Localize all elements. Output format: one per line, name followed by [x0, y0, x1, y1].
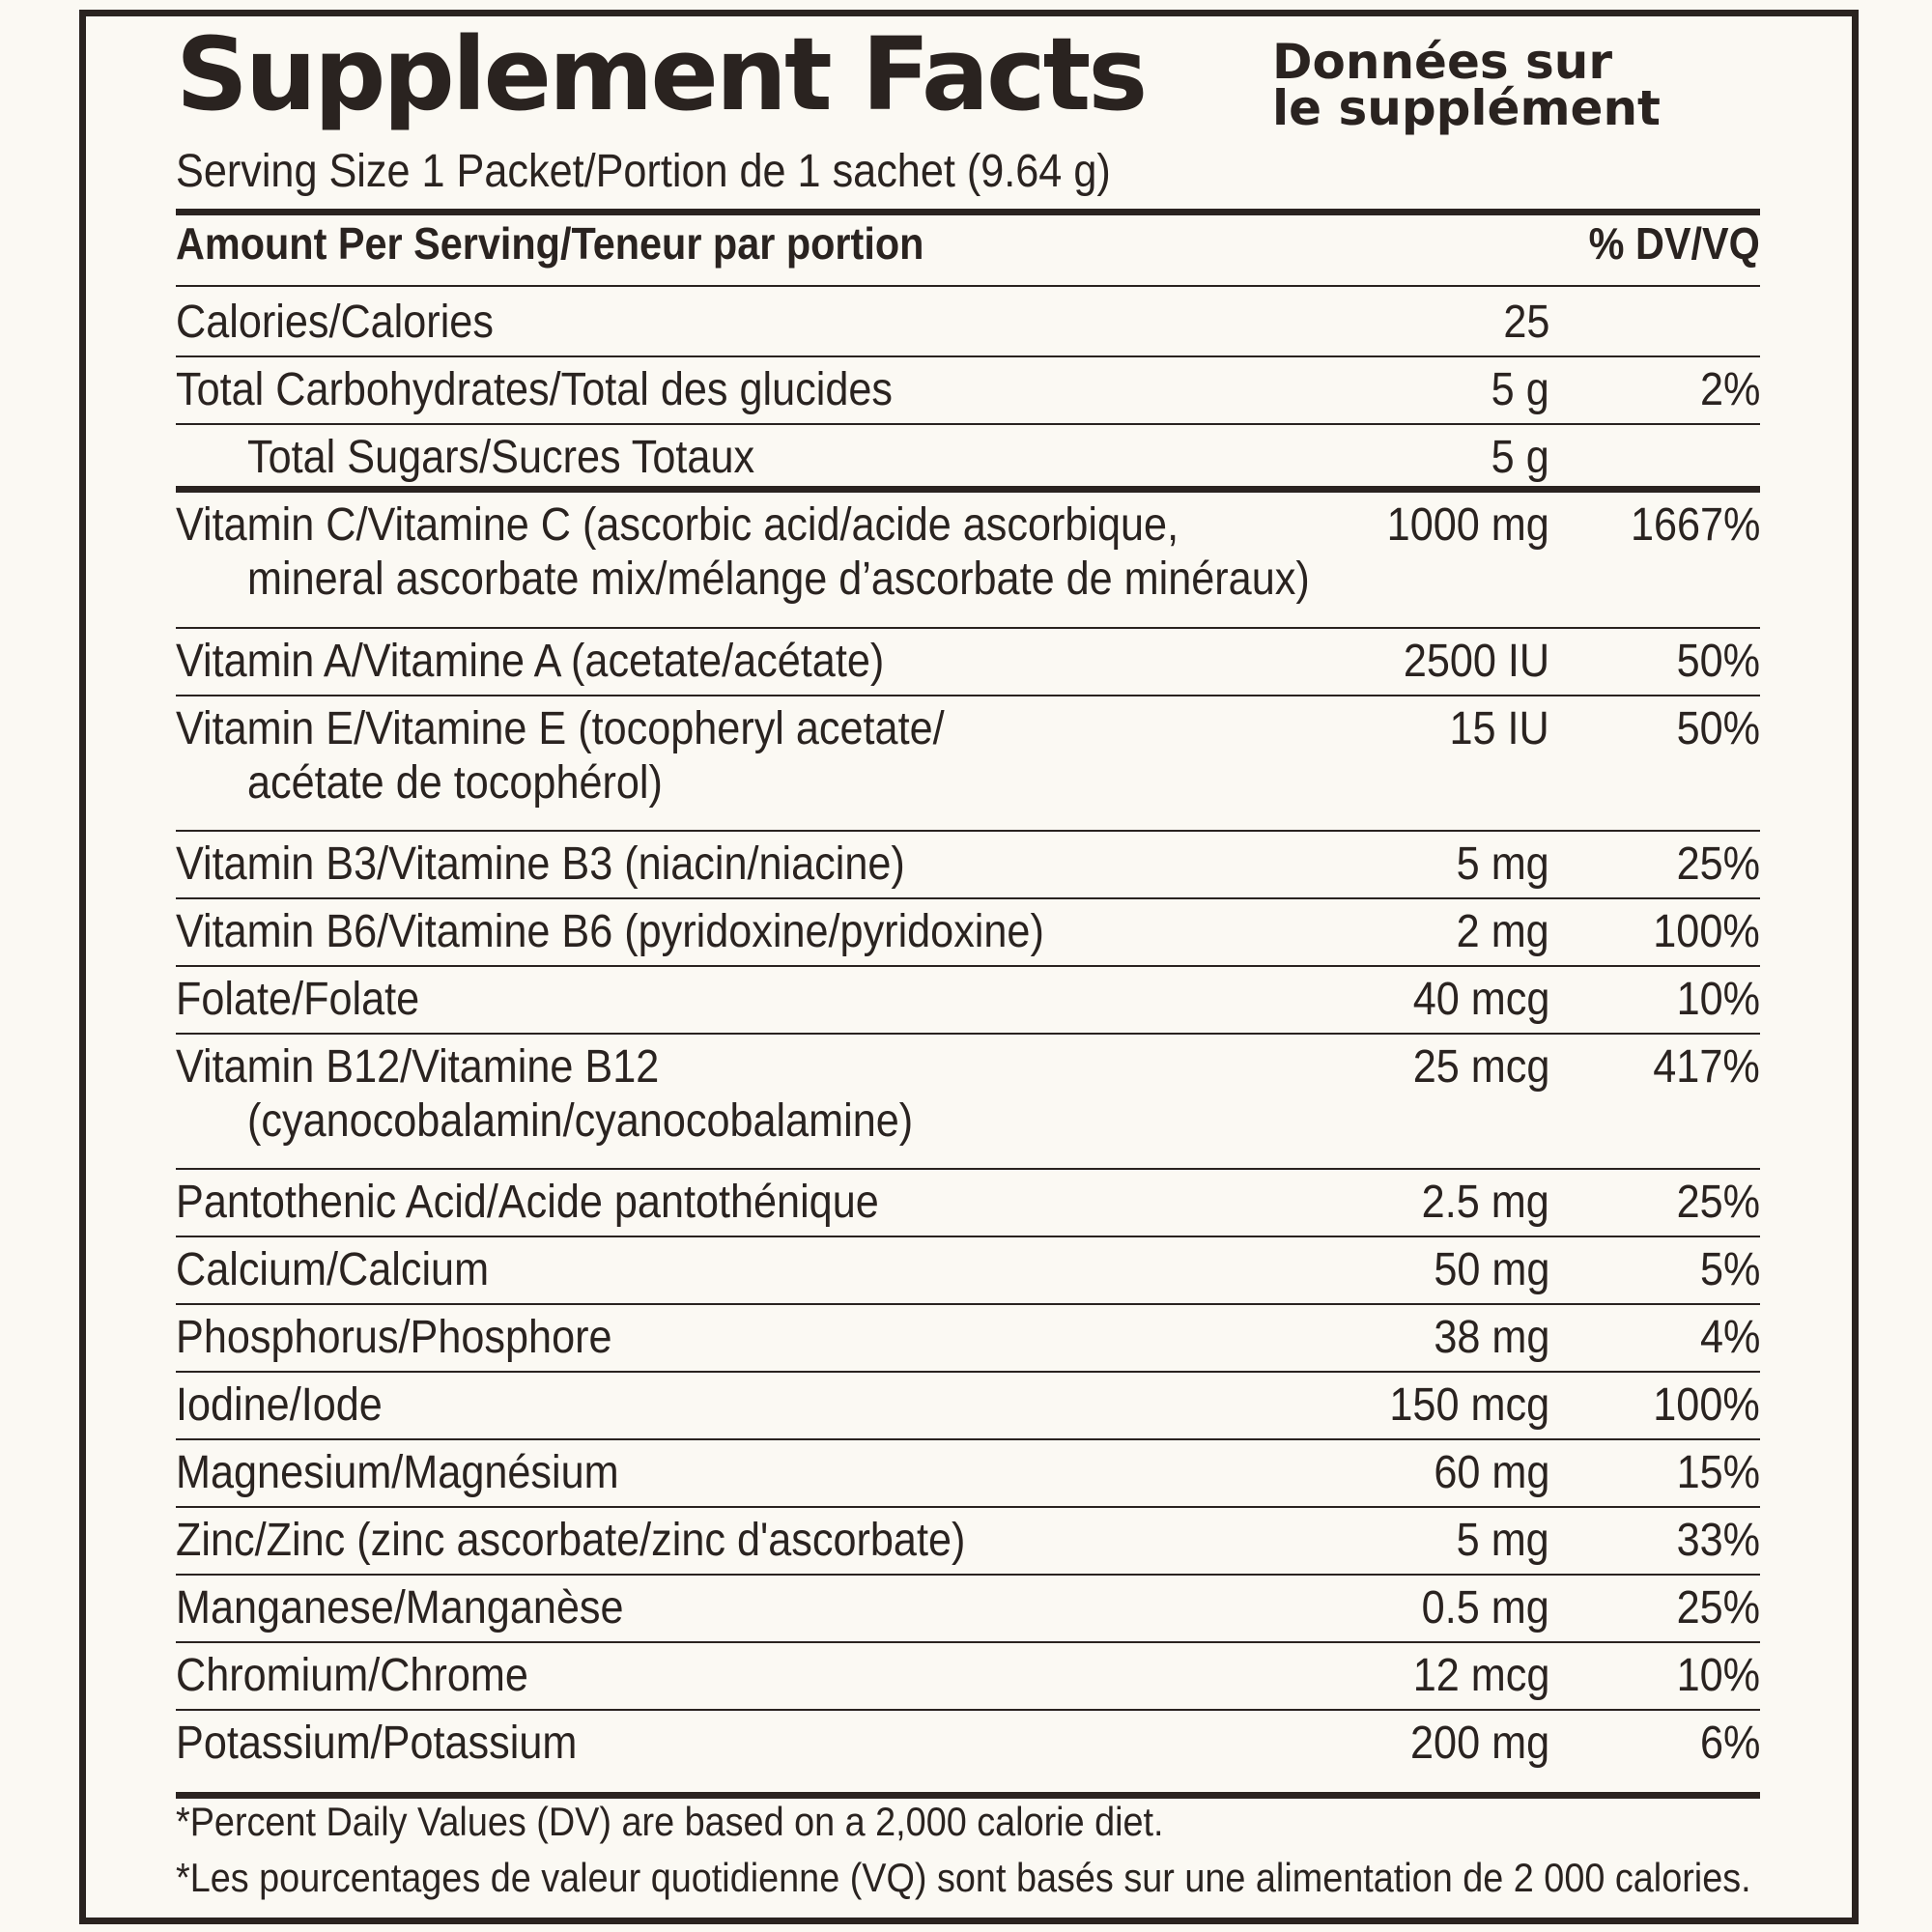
divider-bottom: [176, 1792, 1760, 1799]
nutrient-name-continued: mineral ascorbate mix/mélange d’ascorbate de minéraux): [247, 554, 1310, 605]
nutrient-row: [176, 1170, 1760, 1237]
nutrient-name: Vitamin E/Vitamine E (tocopheryl acetate/: [176, 703, 945, 754]
nutrient-table: [176, 290, 1760, 1799]
nutrient-dv: 1667%: [1630, 499, 1760, 551]
nutrient-name: Magnesium/Magnésium: [176, 1447, 619, 1498]
nutrient-row: [176, 1035, 1760, 1170]
nutrient-amount: 25 mcg: [1412, 1041, 1549, 1093]
nutrient-amount: 50 mg: [1433, 1244, 1549, 1295]
nutrient-dv: 25%: [1676, 1177, 1760, 1228]
nutrient-dv: 5%: [1699, 1244, 1760, 1295]
nutrient-name: Phosphorus/Phosphore: [176, 1312, 612, 1363]
nutrient-dv: 10%: [1676, 1650, 1760, 1701]
nutrient-dv: 25%: [1676, 1582, 1760, 1634]
footnote-french: *Les pourcentages de valeur quotidienne (VQ) sont basés sur une alimentation de 2 000 calories.: [176, 1855, 1751, 1900]
amount-per-serving-header: Amount Per Serving/Teneur par portion: [176, 218, 924, 269]
nutrient-row: [176, 357, 1760, 425]
nutrient-name: Vitamin B6/Vitamine B6 (pyridoxine/pyridoxine): [176, 906, 1044, 957]
nutrient-row: [176, 1576, 1760, 1643]
nutrient-amount: 150 mcg: [1389, 1379, 1549, 1431]
nutrient-dv: 6%: [1699, 1718, 1760, 1769]
nutrient-amount: 1000 mg: [1386, 499, 1549, 551]
nutrient-dv: 2%: [1699, 364, 1760, 415]
nutrient-amount: 12 mcg: [1412, 1650, 1549, 1701]
nutrient-amount: 2.5 mg: [1421, 1177, 1549, 1228]
nutrient-amount: 5 mg: [1456, 1515, 1549, 1566]
nutrient-name-continued: (cyanocobalamin/cyanocobalamine): [247, 1095, 914, 1147]
nutrient-row: [176, 1711, 1760, 1778]
nutrient-row: [176, 1305, 1760, 1373]
nutrient-row: [176, 290, 1760, 357]
nutrient-row: [176, 629, 1760, 696]
nutrient-name: Chromium/Chrome: [176, 1650, 528, 1701]
nutrient-amount: 5 mg: [1456, 838, 1549, 890]
nutrient-dv: 33%: [1676, 1515, 1760, 1566]
nutrient-name: Calcium/Calcium: [176, 1244, 490, 1295]
nutrient-row: [176, 899, 1760, 967]
nutrient-amount: 25: [1502, 297, 1549, 348]
nutrient-row: [176, 967, 1760, 1035]
nutrient-name: Folate/Folate: [176, 974, 420, 1025]
nutrient-dv: 100%: [1653, 1379, 1760, 1431]
footnote-english: *Percent Daily Values (DV) are based on a 2,000 calorie diet.: [176, 1799, 1164, 1844]
nutrient-name: Vitamin B3/Vitamine B3 (niacin/niacine): [176, 838, 905, 890]
nutrient-name: Vitamin C/Vitamine C (ascorbic acid/acide ascorbique,: [176, 499, 1179, 551]
nutrient-row: [176, 1237, 1760, 1305]
title-block: [176, 12, 1779, 137]
nutrient-name: Vitamin A/Vitamine A (acetate/acétate): [176, 636, 885, 687]
dv-header: % DV/VQ: [1588, 218, 1760, 269]
nutrient-row: [176, 832, 1760, 899]
nutrient-name: Calories/Calories: [176, 297, 494, 348]
nutrient-dv: 15%: [1676, 1447, 1760, 1498]
nutrient-dv: 25%: [1676, 838, 1760, 890]
nutrient-dv: 4%: [1699, 1312, 1760, 1363]
nutrient-row: [176, 1440, 1760, 1508]
nutrient-row: [176, 493, 1760, 629]
title-english: Supplement Facts: [176, 15, 1146, 133]
nutrient-name: Zinc/Zinc (zinc ascorbate/zinc d'ascorbate): [176, 1515, 966, 1566]
nutrient-name-continued: acétate de tocophérol): [247, 757, 663, 809]
nutrient-name: Pantothenic Acid/Acide pantothénique: [176, 1177, 879, 1228]
nutrient-dv: 50%: [1676, 703, 1760, 754]
nutrient-name: Total Carbohydrates/Total des glucides: [176, 364, 894, 415]
nutrient-dv: 50%: [1676, 636, 1760, 687]
title-french: [1272, 34, 1661, 136]
nutrient-amount: 60 mg: [1433, 1447, 1549, 1498]
nutrient-name: Potassium/Potassium: [176, 1718, 578, 1769]
nutrient-row: [176, 1643, 1760, 1711]
nutrient-amount: 0.5 mg: [1421, 1582, 1549, 1634]
nutrient-dv: 417%: [1653, 1041, 1760, 1093]
title-french-line-1: Données sur: [1272, 34, 1613, 90]
nutrient-amount: 5 g: [1491, 432, 1549, 483]
nutrient-amount: 38 mg: [1433, 1312, 1549, 1363]
nutrient-name: Manganese/Manganèse: [176, 1582, 624, 1634]
nutrient-name: Vitamin B12/Vitamine B12: [176, 1041, 660, 1093]
nutrient-row: [176, 1373, 1760, 1440]
nutrient-dv: 10%: [1676, 974, 1760, 1025]
divider-top: [176, 209, 1760, 215]
nutrient-name: Total Sugars/Sucres Totaux: [247, 432, 755, 483]
nutrient-amount: 40 mcg: [1412, 974, 1549, 1025]
nutrient-row: [176, 1508, 1760, 1576]
nutrient-amount: 200 mg: [1409, 1718, 1549, 1769]
nutrient-dv: 100%: [1653, 906, 1760, 957]
nutrient-amount: 15 IU: [1449, 703, 1549, 754]
nutrient-amount: 2500 IU: [1403, 636, 1549, 687]
serving-size: Serving Size 1 Packet/Portion de 1 sachet (9.64 g): [176, 146, 1111, 197]
divider-header: [176, 285, 1760, 287]
nutrient-row: [176, 696, 1760, 832]
nutrient-amount: 5 g: [1491, 364, 1549, 415]
nutrient-amount: 2 mg: [1456, 906, 1549, 957]
title-french-line-2: le supplément: [1272, 80, 1661, 136]
nutrient-row: [176, 425, 1760, 493]
nutrient-name: Iodine/Iode: [176, 1379, 383, 1431]
